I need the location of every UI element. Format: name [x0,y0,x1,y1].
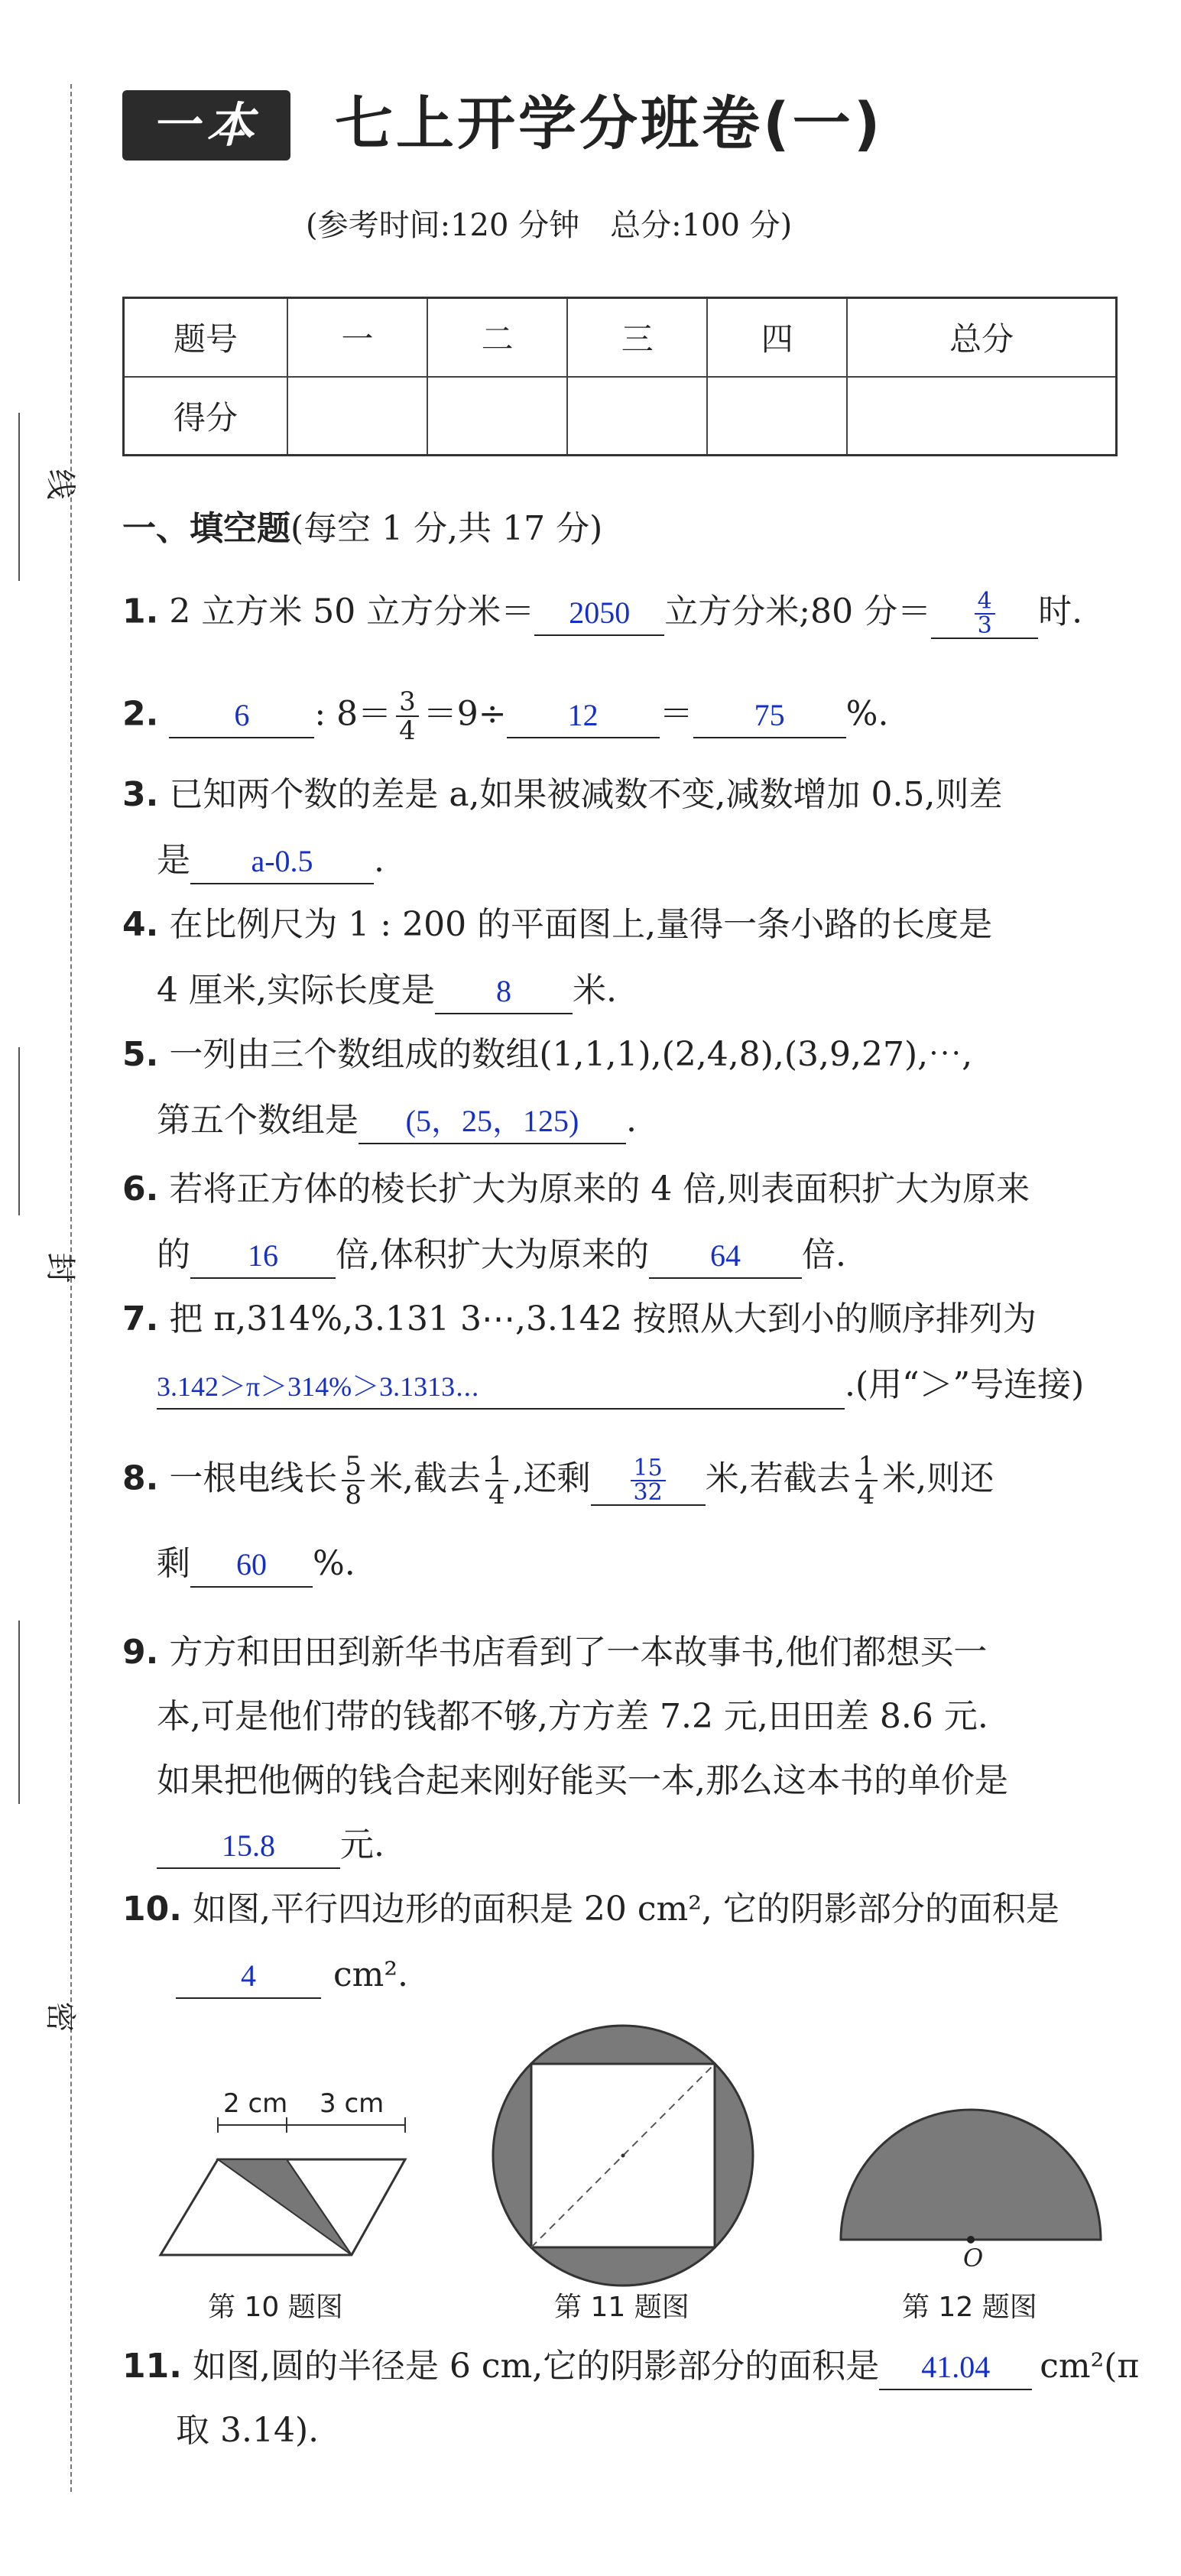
question-4-line-2 [157,969,617,1014]
answer-blank[interactable] [190,1543,313,1588]
question-3-line-2 [157,839,384,884]
question-text: %. [845,694,889,734]
question-number: 4. [122,905,159,944]
question-text: ＝9÷ [423,694,507,734]
score-input-cell[interactable] [287,377,427,456]
question-text: 时. [1038,592,1083,631]
margin-char-xian: 线 [42,469,78,500]
answer-blank[interactable] [176,1954,321,1999]
answer-text: 8 [495,974,511,1008]
answer-text: 12 [567,697,599,732]
fraction [342,1452,365,1509]
answer-text: 4 [241,1958,256,1993]
fraction-denominator: 8 [345,1480,362,1510]
answer-text: (5，25，125) [405,1104,579,1138]
fraction-numerator: 5 [342,1452,365,1481]
question-text: 已知两个数的差是 a,如果被减数不变,减数增加 0.5,则差 [169,775,1003,814]
question-5-line-2 [157,1099,637,1144]
answer-blank[interactable] [879,2345,1032,2390]
question-text: 倍,体积扩大为原来的 [336,1235,649,1274]
question-text: 若将正方体的棱长扩大为原来的 4 倍,则表面积扩大为原来 [169,1170,1030,1209]
question-9-line-3 [157,1760,1008,1802]
question-7-line-1 [122,1298,1037,1341]
answer-blank[interactable] [534,591,664,636]
question-text: 米. [572,971,617,1010]
question-text: cm². [333,1955,408,1994]
answer-fraction [975,590,995,638]
question-text: 是 [157,841,190,880]
question-number: 10. [122,1890,182,1929]
score-header-cell: 一 [287,298,427,377]
question-text: 如图,平行四边形的面积是 20 cm², 它的阴影部分的面积是 [192,1890,1059,1929]
score-input-cell[interactable] [707,377,847,456]
question-2 [122,688,888,745]
question-text: ,还剩 [512,1458,591,1498]
answer-text: 41.04 [921,2350,991,2384]
question-text: . [374,841,384,880]
score-input-cell[interactable] [847,377,1116,456]
score-row-label: 得分 [124,377,288,456]
figure-11-diagram [478,2018,768,2293]
question-number: 6. [122,1170,159,1209]
margin-school-underline [18,1621,20,1804]
question-text: 如图,圆的半径是 6 cm,它的阴影部分的面积是 [192,2347,880,2386]
section-note: (每空 1 分,共 17 分) [290,509,603,548]
figure-10-diagram [145,2094,428,2278]
answer-text: 75 [754,697,785,732]
question-text: 一列由三个数组成的数组(1,1,1),(2,4,8),(3,9,27),⋯, [169,1035,973,1074]
score-header-cell: 四 [707,298,847,377]
fraction-numerator: 1 [485,1452,508,1481]
answer-text: a-0.5 [251,844,313,878]
figure-10-label-left: 2 cm [223,2088,288,2119]
answer-blank[interactable] [157,1364,845,1410]
section-title-text: 一、填空题 [122,509,290,548]
question-text: 在比例尺为 1 : 200 的平面图上,量得一条小路的长度是 [169,905,993,944]
page-title: 七上开学分班卷(一) [335,89,884,157]
question-text: 的 [157,1235,190,1274]
score-input-cell[interactable] [567,377,707,456]
question-text: 第五个数组是 [157,1101,359,1140]
question-text: .(用“＞”号连接) [845,1365,1085,1404]
question-text: . [626,1101,637,1140]
answer-blank[interactable] [190,839,374,884]
question-text: 本,可是他们带的钱都不够,方方差 7.2 元,田田差 8.6 元. [157,1697,988,1736]
question-text: 剩 [157,1544,190,1583]
answer-blank[interactable] [169,693,314,738]
answer-text: 6 [234,697,250,732]
question-10-line-1 [122,1888,1059,1931]
fraction [485,1452,508,1509]
header-badge: 一本 [122,90,290,161]
section-title [122,508,602,550]
question-text: 元. [340,1825,384,1864]
fraction-denominator: 4 [399,715,416,746]
question-number: 8. [122,1458,159,1498]
figure-10-caption: 第 10 题图 [208,2292,343,2323]
fraction-denominator: 3 [977,612,992,639]
question-number: 2. [122,694,159,734]
question-number: 5. [122,1035,159,1074]
question-text: 如果把他俩的钱合起来刚好能买一本,那么这本书的单价是 [157,1761,1008,1800]
score-header-cell: 二 [427,298,567,377]
figure-11-caption: 第 11 题图 [554,2292,689,2323]
question-number: 9. [122,1633,159,1672]
answer-text: 64 [710,1238,741,1273]
score-table [122,297,1118,456]
question-9-line-4 [157,1824,384,1869]
question-text: ＝ [659,694,693,734]
answer-blank[interactable] [190,1234,336,1279]
question-text: : 8＝ [314,694,392,734]
question-number: 3. [122,775,159,814]
figure-12-diagram [833,2094,1108,2247]
question-11-line-1 [122,2345,1139,2390]
question-6-line-2 [157,1234,846,1279]
question-text: 倍. [802,1235,846,1274]
fraction-denominator: 4 [488,1480,505,1510]
question-text: 把 π,314%,3.131 3⋯,3.142 按照从大到小的顺序排列为 [169,1299,1037,1338]
answer-blank[interactable] [359,1099,626,1144]
question-10-line-2 [176,1954,408,1999]
question-9-line-2 [157,1695,988,1738]
fraction-numerator: 3 [396,688,419,717]
score-header-cell: 三 [567,298,707,377]
answer-text: 60 [236,1547,267,1582]
figure-12-center-label: O [963,2243,984,2273]
question-number: 1. [122,592,159,631]
question-text: 4 厘米,实际长度是 [157,971,435,1010]
question-text: 取 3.14). [176,2411,320,2450]
answer-blank[interactable] [157,1824,340,1869]
question-1 [122,590,1082,639]
fraction [396,688,419,745]
fraction-denominator: 4 [858,1480,875,1510]
question-8-line-1 [122,1452,994,1509]
fraction-numerator: 1 [855,1452,878,1481]
question-5-line-1 [122,1033,972,1076]
figure-10-label-right: 3 cm [320,2088,384,2119]
binding-dashed-line [70,84,72,2492]
answer-blank[interactable] [435,969,573,1014]
question-text: 米,截去 [368,1458,481,1498]
question-text: 米,则还 [882,1458,994,1498]
question-3-line-1 [122,774,1002,816]
score-header-cell: 总分 [847,298,1116,377]
question-text: 2 立方米 50 立方分米＝ [169,592,535,631]
answer-blank[interactable] [931,590,1038,639]
score-header-cell: 题号 [124,298,288,377]
fraction [855,1452,878,1509]
figure-12-caption: 第 12 题图 [902,2292,1037,2323]
answer-text: 3.142＞π＞314%＞3.1313⋯ [157,1371,480,1402]
margin-name-underline [18,413,20,581]
fraction-denominator: 32 [633,1479,663,1506]
question-text: %. [313,1544,355,1583]
answer-blank[interactable] [507,693,660,738]
answer-text: 16 [248,1238,278,1273]
question-number: 11. [122,2347,182,2386]
question-number: 7. [122,1299,159,1338]
question-7-line-2 [157,1364,1084,1410]
margin-char-feng: 封 [42,1252,78,1283]
question-text: cm²(π [1040,2347,1140,2386]
question-8-line-2 [157,1543,355,1588]
answer-text: 15.8 [222,1828,275,1863]
question-text: 一根电线长 [169,1458,338,1498]
score-input-cell[interactable] [427,377,567,456]
question-text: 方方和田田到新华书店看到了一本故事书,他们都想买一 [169,1633,988,1672]
question-9-line-1 [122,1631,987,1674]
margin-char-mi: 密 [42,2001,78,2033]
answer-blank[interactable] [693,693,846,738]
answer-blank[interactable] [591,1457,706,1506]
question-text: 米,若截去 [705,1458,851,1498]
margin-class-underline [18,1047,20,1215]
question-6-line-1 [122,1168,1030,1211]
question-4-line-1 [122,904,992,946]
answer-text: 2050 [569,595,631,630]
question-text: 立方分米;80 分＝ [664,592,932,631]
fraction-numerator: 4 [975,590,995,615]
question-11-line-2 [176,2409,319,2452]
answer-fraction [631,1457,666,1504]
fraction-numerator: 15 [631,1457,666,1481]
answer-blank[interactable] [649,1234,802,1279]
page-subtitle: (参考时间:120 分钟 总分:100 分) [306,208,793,243]
